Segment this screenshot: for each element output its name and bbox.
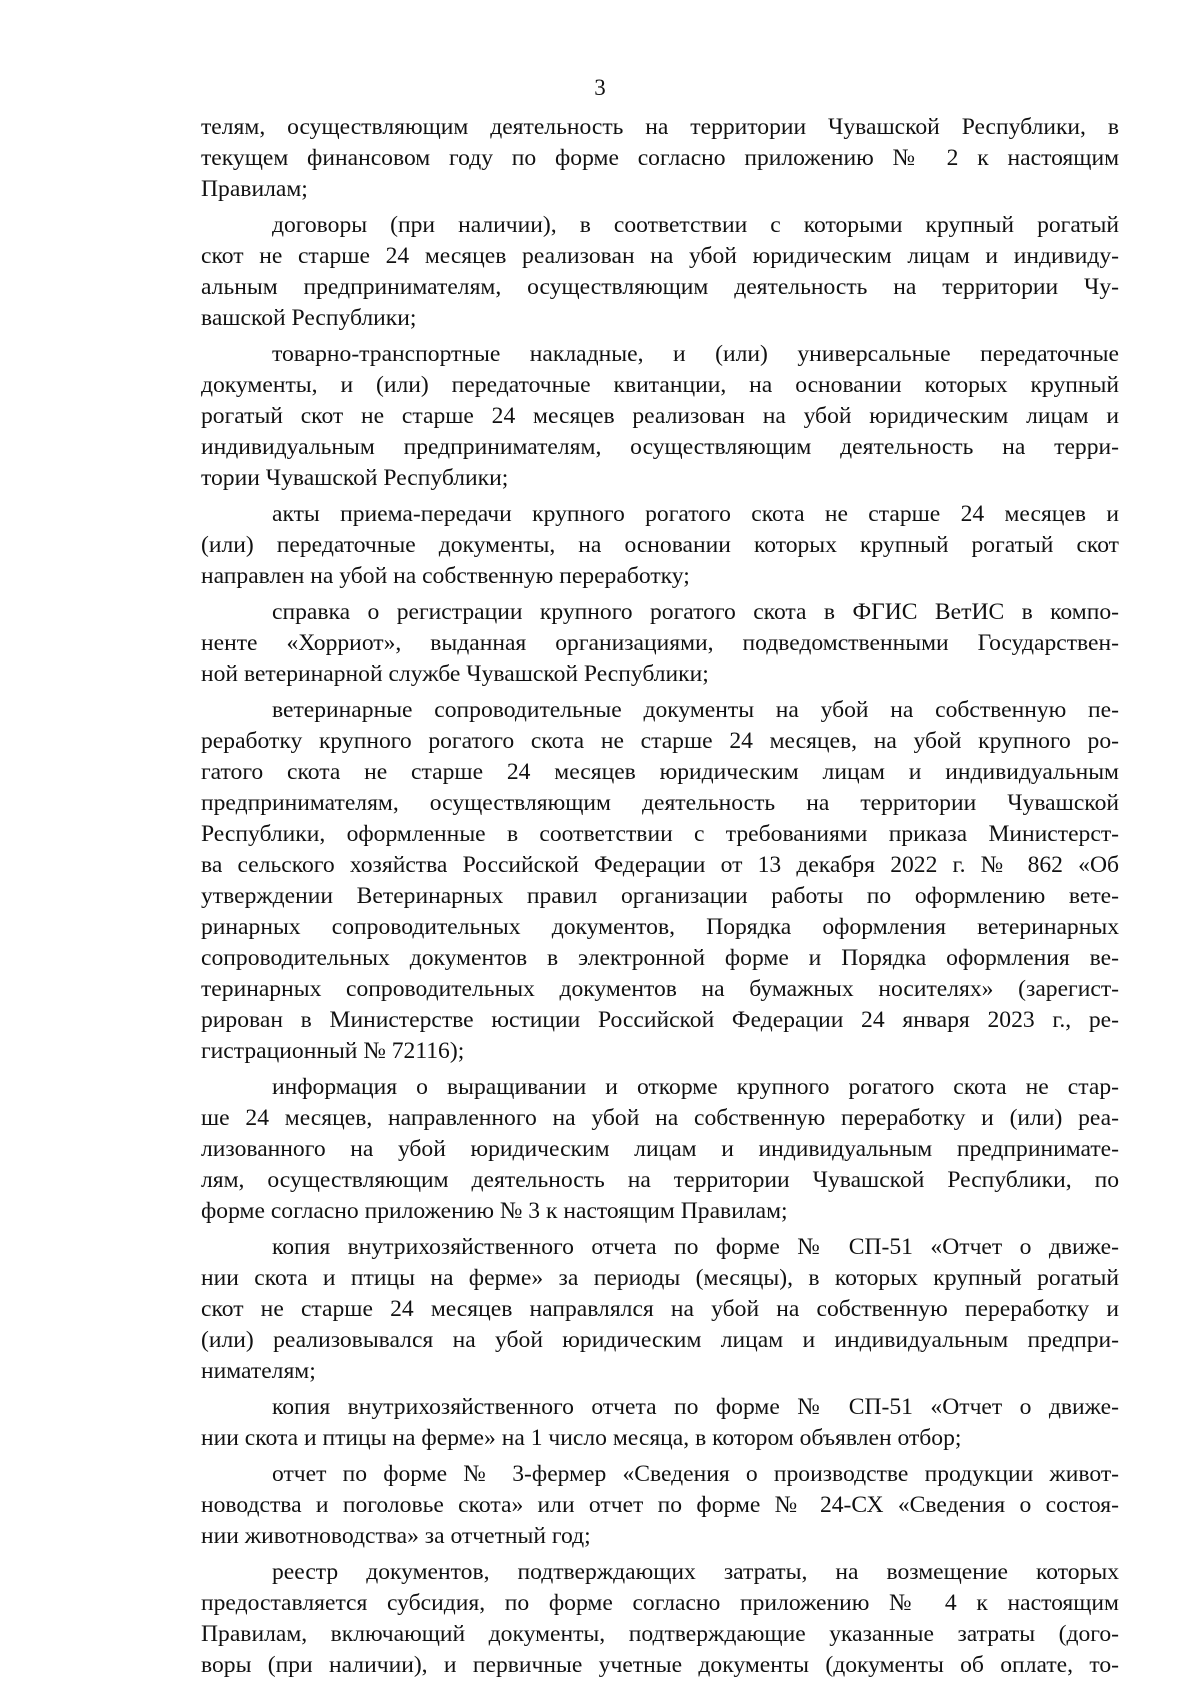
paragraph-line: вашской Республики; — [201, 305, 417, 331]
paragraph-line: воры (при наличии), и первичные учетные документы (документы об оплате, то- — [201, 1652, 1119, 1678]
paragraph-line: рирован в Министерстве юстиции Российской Федерации 24 января 2023 г., ре- — [201, 1007, 1119, 1033]
paragraph-first-line: информация о выращивании и откорме крупного рогатого скота не стар- — [272, 1074, 1119, 1100]
paragraph-line: гистрационный № 72116); — [201, 1038, 465, 1064]
paragraph-line: гатого скота не старше 24 месяцев юридическим лицам и индивидуальным — [201, 759, 1119, 785]
paragraph-line: ше 24 месяцев, направленного на убой на собственную переработку и (или) реа- — [201, 1105, 1119, 1131]
paragraph-line: нимателям; — [201, 1358, 316, 1384]
paragraph-line: скот не старше 24 месяцев направлялся на убой на собственную переработку и — [201, 1296, 1119, 1322]
paragraph-line: лям, осуществляющим деятельность на территории Чувашской Республики, по — [201, 1167, 1119, 1193]
paragraph-line: телям, осуществляющим деятельность на территории Чувашской Республики, в — [201, 114, 1119, 140]
paragraph-line: (или) реализовывался на убой юридическим лицам и индивидуальным предпри- — [201, 1327, 1119, 1353]
paragraph-line: лизованного на убой юридическим лицам и индивидуальным предпринимате- — [201, 1136, 1119, 1162]
paragraph-first-line: реестр документов, подтверждающих затраты, на возмещение которых — [272, 1559, 1119, 1585]
document-body — [201, 112, 1119, 1681]
paragraph-first-line: товарно-транспортные накладные, и (или) универсальные передаточные — [272, 341, 1119, 367]
paragraph-line: утверждении Ветеринарных правил организации работы по оформлению вете- — [201, 883, 1119, 909]
page-number: 3 — [594, 75, 606, 100]
paragraph-line: предпринимателям, осуществляющим деятельность на территории Чувашской — [201, 790, 1119, 816]
paragraph-line: Правилам, включающий документы, подтверждающие указанные затраты (дого- — [201, 1621, 1119, 1647]
paragraph-line: (или) передаточные документы, на основании которых крупный рогатый скот — [201, 532, 1119, 558]
paragraph-first-line: справка о регистрации крупного рогатого скота в ФГИС ВетИС в компо- — [272, 599, 1119, 625]
paragraph-first-line: акты приема-передачи крупного рогатого скота не старше 24 месяцев и — [272, 501, 1119, 527]
paragraph-line: индивидуальным предпринимателям, осуществляющим деятельность на терри- — [201, 434, 1119, 460]
paragraph-first-line: копия внутрихозяйственного отчета по форме № СП-51 «Отчет о движе- — [272, 1394, 1119, 1420]
paragraph-line: ной ветеринарной службе Чувашской Республики; — [201, 661, 709, 687]
paragraph-line: теринарных сопроводительных документов на бумажных носителях» (зарегист- — [201, 976, 1119, 1002]
paragraph-line: новодства и поголовье скота» или отчет по форме № 24-СХ «Сведения о состоя- — [201, 1492, 1119, 1518]
paragraph-line: реработку крупного рогатого скота не старше 24 месяцев, на убой крупного ро- — [201, 728, 1119, 754]
paragraph-first-line: договоры (при наличии), в соответствии с которыми крупный рогатый — [272, 212, 1119, 238]
paragraph-line: текущем финансовом году по форме согласно приложению № 2 к настоящим — [201, 145, 1119, 171]
paragraph-line: направлен на убой на собственную переработку; — [201, 563, 690, 589]
paragraph-first-line: отчет по форме № 3-фермер «Сведения о производстве продукции живот- — [272, 1461, 1119, 1487]
paragraph-line: нии скота и птицы на ферме» за периоды (месяцы), в которых крупный рогатый — [201, 1265, 1119, 1291]
paragraph-line: ринарных сопроводительных документов, Порядка оформления ветеринарных — [201, 914, 1119, 940]
paragraph-line: ненте «Хорриот», выданная организациями, подведомственными Государствен- — [201, 630, 1119, 656]
paragraph-line: документы, и (или) передаточные квитанции, на основании которых крупный — [201, 372, 1119, 398]
paragraph-first-line: ветеринарные сопроводительные документы на убой на собственную пе- — [272, 697, 1119, 723]
paragraph-line: скот не старше 24 месяцев реализован на убой юридическим лицам и индивиду- — [201, 243, 1119, 269]
paragraph-line: альным предпринимателям, осуществляющим деятельность на территории Чу- — [201, 274, 1119, 300]
paragraph-first-line: копия внутрихозяйственного отчета по форме № СП-51 «Отчет о движе- — [272, 1234, 1119, 1260]
paragraph-line: форме согласно приложению № 3 к настоящим Правилам; — [201, 1198, 788, 1224]
paragraph-line: Правилам; — [201, 176, 308, 202]
paragraph-line: Республики, оформленные в соответствии с требованиями приказа Министерст- — [201, 821, 1119, 847]
paragraph-line: предоставляется субсидия, по форме согласно приложению № 4 к настоящим — [201, 1590, 1119, 1616]
paragraph-line: рогатый скот не старше 24 месяцев реализован на убой юридическим лицам и — [201, 403, 1119, 429]
paragraph-line: тории Чувашской Республики; — [201, 465, 509, 491]
paragraph-line: нии животноводства» за отчетный год; — [201, 1523, 591, 1549]
paragraph-line: нии скота и птицы на ферме» на 1 число месяца, в котором объявлен отбор; — [201, 1425, 962, 1451]
paragraph-line: ва сельского хозяйства Российской Федерации от 13 декабря 2022 г. № 862 «Об — [201, 852, 1119, 878]
paragraph-line: сопроводительных документов в электронной форме и Порядка оформления ве- — [201, 945, 1119, 971]
